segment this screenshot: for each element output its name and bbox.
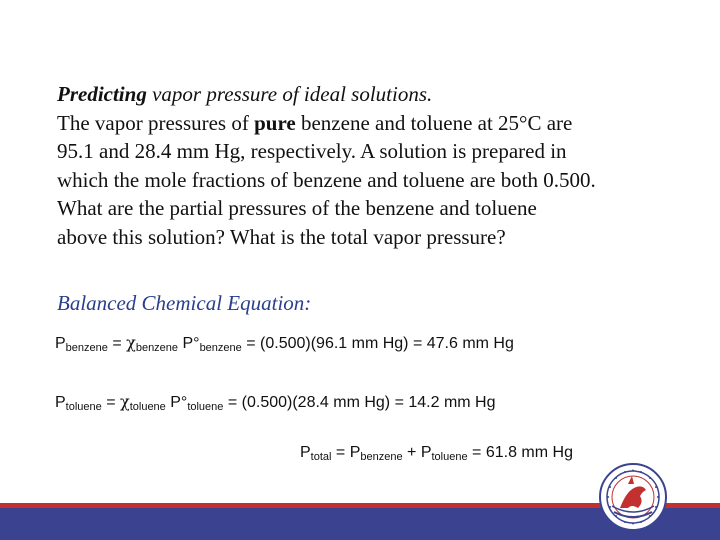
problem-line-2-pre: The vapor pressures of <box>57 110 255 135</box>
problem-line-2-bold: pure <box>254 110 296 135</box>
eq3-plus: + P <box>402 444 432 461</box>
problem-statement <box>57 80 697 251</box>
eq1-chi-sub: benzene <box>135 342 179 354</box>
eq2-chi: χ <box>120 392 130 411</box>
problem-line-6: above this solution? What is the total vapor pressure? <box>57 224 506 249</box>
problem-line-4: which the mole fractions of benzene and toluene are both 0.500. <box>57 167 596 192</box>
eq3-equals: = P <box>331 444 361 461</box>
eq2-p-sub: toluene <box>65 401 102 413</box>
equation-toluene <box>55 392 496 412</box>
eq1-p-sub: benzene <box>65 342 108 354</box>
eq3-total-sub: total <box>310 451 332 463</box>
eq2-result: = (0.500)(28.4 mm Hg) = 14.2 mm Hg <box>223 394 496 411</box>
problem-line-1 <box>57 80 697 109</box>
problem-line-2-post: benzene and toluene at 25°C are <box>295 110 573 135</box>
problem-title-rest: vapor pressure of ideal solutions. <box>146 82 433 106</box>
eq2-chi-sub: toluene <box>129 401 166 413</box>
eq1-p0-sub: benzene <box>199 342 242 354</box>
problem-line-3: 95.1 and 28.4 mm Hg, respectively. A solution is prepared in <box>57 139 567 163</box>
eq3-result: = 61.8 mm Hg <box>467 444 573 461</box>
problem-line-2 <box>57 109 697 138</box>
problem-line-5: What are the partial pressures of the benzene and toluene <box>57 196 537 220</box>
eq1-p: P <box>55 335 66 352</box>
eq1-chi: χ <box>126 333 136 352</box>
eq1-p0: P° <box>178 335 200 352</box>
equation-benzene <box>55 333 514 353</box>
section-heading: Balanced Chemical Equation: <box>57 291 312 315</box>
equation-total <box>300 444 573 462</box>
eq3-benzene-sub: benzene <box>360 451 403 463</box>
eq3-p: P <box>300 444 311 461</box>
university-seal-icon <box>598 462 668 532</box>
problem-title-bold: Predicting <box>57 82 147 106</box>
eq2-p: P <box>55 394 66 411</box>
eq2-p0: P° <box>165 394 188 411</box>
eq1-result: = (0.500)(96.1 mm Hg) = 47.6 mm Hg <box>241 335 514 352</box>
eq2-p0-sub: toluene <box>187 401 224 413</box>
eq2-equals: = <box>101 394 120 411</box>
eq1-equals: = <box>107 335 127 352</box>
eq3-toluene-sub: toluene <box>431 451 468 463</box>
